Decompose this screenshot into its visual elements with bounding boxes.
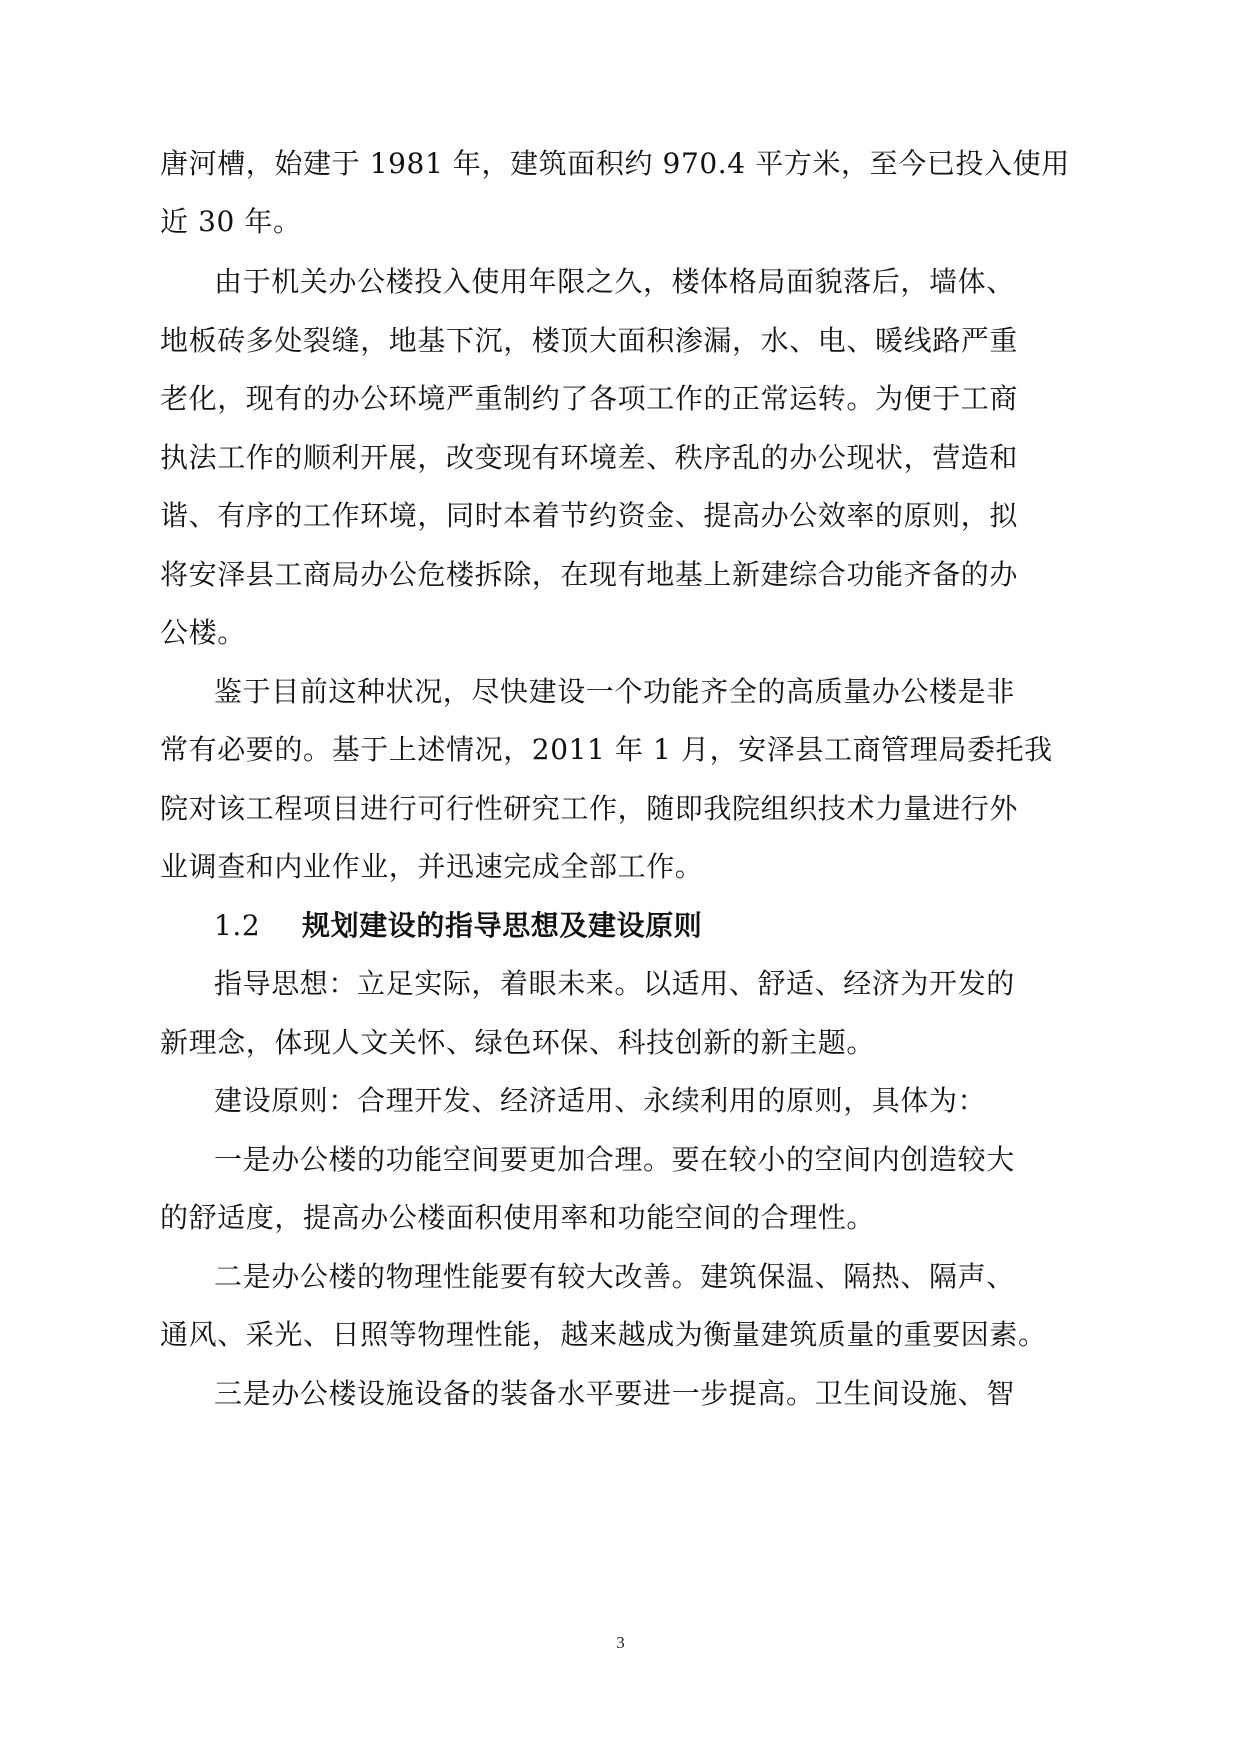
body-text-line: 唐河槽，始建于 1981 年，建筑面积约 970.4 平方米，至今已投入使用 bbox=[160, 147, 1070, 180]
body-text-line: 老化，现有的办公环境严重制约了各项工作的正常运转。为便于工商 bbox=[160, 382, 1019, 415]
page-number: 3 bbox=[616, 1633, 625, 1652]
section-heading bbox=[214, 906, 1104, 946]
body-text-line: 近 30 年。 bbox=[160, 205, 302, 238]
body-text-line: 常有必要的。基于上述情况，2011 年 1 月，安泽县工商管理局委托我 bbox=[160, 733, 1053, 766]
body-text-line: 指导思想：立足实际，着眼未来。以适用、舒适、经济为开发的 bbox=[214, 967, 1015, 1000]
body-text-line: 三是办公楼设施设备的装备水平要进一步提高。卫生间设施、智 bbox=[214, 1377, 1015, 1410]
body-text-line: 院对该工程项目进行可行性研究工作，随即我院组织技术力量进行外 bbox=[160, 792, 1019, 825]
section-title: 规划建设的指导思想及建设原则 bbox=[302, 909, 703, 942]
body-text-line: 地板砖多处裂缝，地基下沉，楼顶大面积渗漏，水、电、暖线路严重 bbox=[160, 324, 1019, 357]
body-text-line: 执法工作的顺利开展，改变现有环境差、秩序乱的办公现状，营造和 bbox=[160, 441, 1019, 474]
body-text-line: 通风、采光、日照等物理性能，越来越成为衡量建筑质量的重要因素。 bbox=[160, 1318, 1047, 1351]
body-text-line: 公楼。 bbox=[160, 616, 246, 649]
body-text-line: 二是办公楼的物理性能要有较大改善。建筑保温、隔热、隔声、 bbox=[214, 1260, 1015, 1293]
body-text-line: 的舒适度，提高办公楼面积使用率和功能空间的合理性。 bbox=[160, 1201, 876, 1234]
section-number: 1.2 bbox=[214, 909, 261, 942]
body-text-line: 鉴于目前这种状况，尽快建设一个功能齐全的高质量办公楼是非 bbox=[214, 675, 1015, 708]
body-text-line: 将安泽县工商局办公危楼拆除，在现有地基上新建综合功能齐备的办 bbox=[160, 558, 1019, 591]
body-text-line: 新理念，体现人文关怀、绿色环保、科技创新的新主题。 bbox=[160, 1026, 876, 1059]
body-text-line: 由于机关办公楼投入使用年限之久，楼体格局面貌落后，墙体、 bbox=[214, 265, 1015, 298]
body-text-line: 业调查和内业作业，并迅速完成全部工作。 bbox=[160, 850, 704, 883]
body-text-line: 一是办公楼的功能空间要更加合理。要在较小的空间内创造较大 bbox=[214, 1143, 1015, 1176]
body-text-line: 谐、有序的工作环境，同时本着节约资金、提高办公效率的原则，拟 bbox=[160, 499, 1019, 532]
body-text-line: 建设原则：合理开发、经济适用、永续利用的原则，具体为： bbox=[214, 1084, 987, 1117]
